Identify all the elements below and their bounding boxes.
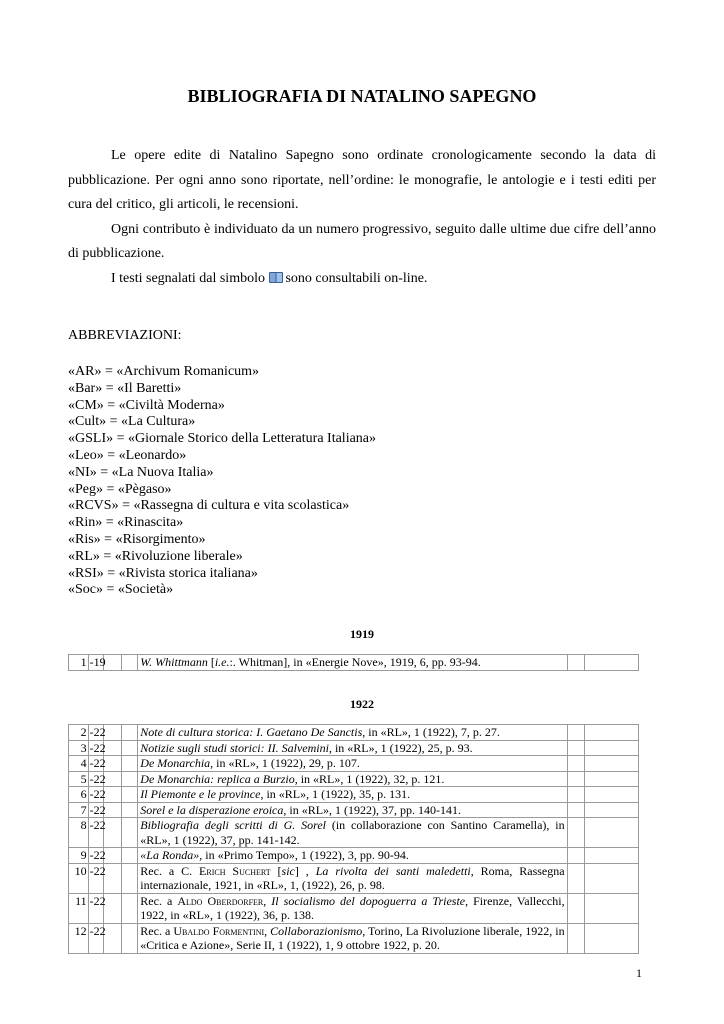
entry-citation xyxy=(138,756,567,772)
citation-fragment: De Monarchia: replica a Burzio xyxy=(140,771,295,786)
entry-number: 11 xyxy=(69,893,89,923)
bibliography-entry xyxy=(69,756,639,772)
empty-cell xyxy=(585,725,639,741)
entry-citation xyxy=(138,893,567,923)
abbreviation-item: «Peg» = «Pègaso» xyxy=(68,481,172,497)
entry-number: 3 xyxy=(69,740,89,756)
intro-paragraph-3-end: sono consultabili on-line. xyxy=(285,270,428,286)
empty-cell xyxy=(104,818,122,848)
empty-cell xyxy=(104,655,122,671)
abbreviation-item: «RL» = «Rivoluzione liberale» xyxy=(68,548,243,564)
entry-number: 7 xyxy=(69,802,89,818)
entry-year-suffix: -22 xyxy=(89,771,106,786)
empty-cell xyxy=(585,771,639,787)
citation-fragment: W. Whittmann xyxy=(140,655,208,669)
abbreviation-item: «RSI» = «Rivista storica italiana» xyxy=(68,565,258,581)
bibliography-entry xyxy=(69,848,639,864)
entry-number: 9 xyxy=(69,848,89,864)
citation-fragment: Rec. a xyxy=(140,923,174,938)
entry-year-suffix: -22 xyxy=(89,848,106,862)
entry-number: 12 xyxy=(69,923,89,953)
intro-paragraph-2: Ogni contributo è individuato da un numero progressivo, seguito dalle ultime due cifre dell’anno di pubblicazione. xyxy=(68,221,656,261)
entry-year-suffix: -22 xyxy=(89,756,106,770)
bibliography-entry xyxy=(69,740,639,756)
citation-fragment: Rec. a xyxy=(140,893,178,908)
entry-citation xyxy=(138,848,567,864)
citation-fragment: Collaborazionismo xyxy=(270,923,363,938)
introduction xyxy=(68,144,656,291)
empty-cell xyxy=(567,655,585,671)
empty-cell xyxy=(585,923,639,953)
empty-cell xyxy=(567,802,585,818)
citation-fragment: , in «RL», 1 (1922), 7, p. 27. xyxy=(362,725,500,739)
citation-fragment: :. Whitman], in «Energie Nove», 1919, 6, pp. 93-94. xyxy=(229,655,481,669)
citation-fragment: , Torino, La Rivoluzione liberale, 1922, in «Critica e Azione», Serie II, 1 (1922), 1, 9 ottobre 1922, p. 20. xyxy=(140,923,565,952)
citation-fragment: , xyxy=(264,923,271,938)
entry-year-suffix: -22 xyxy=(88,863,104,893)
empty-cell xyxy=(567,725,585,741)
empty-cell xyxy=(567,818,585,848)
empty-cell xyxy=(104,893,122,923)
intro-paragraph-3 xyxy=(68,267,656,292)
bibliography-entry xyxy=(69,818,639,848)
abbreviation-item: «Leo» = «Leonardo» xyxy=(68,447,187,463)
empty-cell xyxy=(104,848,122,864)
empty-cell xyxy=(121,923,138,953)
abbreviation-item: «AR» = «Archivum Romanicum» xyxy=(68,364,260,379)
entry-year-suffix: -22 xyxy=(89,725,106,739)
empty-cell xyxy=(121,725,138,741)
empty-cell xyxy=(567,848,585,864)
citation-fragment: , Roma, Rassegna internazionale, 1921, in «RL», 1, (1922), 26, p. 98. xyxy=(140,863,565,892)
bibliography-entry xyxy=(69,787,639,803)
empty-cell xyxy=(567,740,585,756)
empty-cell xyxy=(104,725,122,741)
entry-citation xyxy=(138,818,567,848)
empty-cell xyxy=(104,863,122,893)
empty-cell xyxy=(104,756,122,772)
entry-number: 5 xyxy=(69,771,89,787)
empty-cell xyxy=(121,893,138,923)
citation-fragment: Rec. a C. xyxy=(140,863,200,878)
bibliography-entry xyxy=(69,923,639,953)
empty-cell xyxy=(121,756,138,772)
empty-cell xyxy=(585,740,639,756)
bibliography-entry xyxy=(69,863,639,893)
citation-fragment: i.e. xyxy=(214,655,230,669)
entry-year-suffix: -22 xyxy=(89,740,106,755)
citation-fragment: , in «RL», 1 (1922), 29, p. 107. xyxy=(210,756,360,770)
empty-cell xyxy=(567,787,585,803)
entry-number: 2 xyxy=(69,725,89,741)
abbreviation-item: «RCVS» = «Rassegna di cultura e vita scolastica» xyxy=(68,498,350,514)
empty-cell xyxy=(567,771,585,787)
entry-number: 4 xyxy=(69,756,89,772)
empty-cell xyxy=(585,802,639,818)
year-heading: 1919 xyxy=(350,627,374,641)
citation-fragment: Erich Suchert xyxy=(199,863,271,878)
empty-cell xyxy=(585,893,639,923)
intro-paragraph-3-start: I testi segnalati dal simbolo xyxy=(111,270,265,286)
citation-fragment: , Firenze, Vallecchi, 1922, in «RL», 1 (1922), 36, p. 138. xyxy=(140,893,565,922)
empty-cell xyxy=(567,893,585,923)
abbreviations-list xyxy=(68,364,376,599)
empty-cell xyxy=(567,923,585,953)
page-number: 1 xyxy=(636,966,642,980)
empty-cell xyxy=(121,848,138,864)
citation-fragment: Il Piemonte e le province xyxy=(140,787,261,801)
abbreviation-item: «GSLI» = «Giornale Storico della Letteratura Italiana» xyxy=(68,431,377,447)
empty-cell xyxy=(121,802,138,818)
entry-citation xyxy=(138,771,567,787)
empty-cell xyxy=(121,740,138,756)
empty-cell xyxy=(585,756,639,772)
abbreviation-item: «Bar» = «Il Baretti» xyxy=(68,380,182,396)
citation-fragment: , xyxy=(263,893,272,908)
entry-year-suffix: -19 xyxy=(89,655,106,669)
citation-fragment: (in collaborazione con Santino Caramella), in «RL», 1 (1922), 37, pp. 141-142. xyxy=(140,818,565,847)
citation-fragment: , in «RL», 1 (1922), 37, pp. 140-141. xyxy=(283,802,462,817)
empty-cell xyxy=(585,655,639,671)
page-title: BIBLIOGRAFIA DI NATALINO SAPEGNO xyxy=(187,86,537,106)
citation-fragment: [ xyxy=(270,863,282,878)
citation-fragment: , in «Primo Tempo», 1 (1922), 3, pp. 90-94. xyxy=(199,848,409,862)
entry-year-suffix: -22 xyxy=(88,818,104,848)
empty-cell xyxy=(104,923,122,953)
empty-cell xyxy=(567,863,585,893)
entry-citation xyxy=(138,802,567,818)
citation-fragment: , in «RL», 1 (1922), 32, p. 121. xyxy=(294,771,445,786)
bibliography-table-1919 xyxy=(68,654,639,671)
abbreviation-item: «NI» = «La Nuova Italia» xyxy=(68,464,214,480)
citation-fragment: sic xyxy=(281,863,295,878)
empty-cell xyxy=(585,818,639,848)
empty-cell xyxy=(121,655,138,671)
citation-fragment: Il socialismo del dopoguerra a Trieste xyxy=(271,893,466,908)
citation-fragment: La rivolta dei santi maledetti xyxy=(315,863,471,878)
empty-cell xyxy=(104,771,122,787)
empty-cell xyxy=(104,802,122,818)
entry-number: 8 xyxy=(69,818,89,848)
book-icon xyxy=(269,272,283,283)
abbreviation-item: «CM» = «Civiltà Moderna» xyxy=(68,397,225,413)
citation-fragment: Sorel e la disperazione eroica xyxy=(140,802,284,817)
citation-fragment: Ubaldo Formentini xyxy=(173,923,265,938)
citation-fragment: Aldo Oberdorfer xyxy=(177,893,264,908)
entry-year-suffix: -22 xyxy=(89,802,106,817)
empty-cell xyxy=(585,863,639,893)
bibliography-entry xyxy=(69,655,639,671)
empty-cell xyxy=(104,787,122,803)
citation-fragment: De Monarchia xyxy=(140,756,211,770)
entry-citation xyxy=(138,725,567,741)
abbreviations-heading: ABBREVIAZIONI: xyxy=(68,328,182,343)
entry-number: 1 xyxy=(69,655,89,671)
bibliography-entry xyxy=(69,893,639,923)
empty-cell xyxy=(104,740,122,756)
entry-number: 6 xyxy=(69,787,89,803)
empty-cell xyxy=(121,818,138,848)
empty-cell xyxy=(121,863,138,893)
abbreviation-item: «Cult» = «La Cultura» xyxy=(68,414,196,430)
entry-citation xyxy=(138,923,567,953)
bibliography-table-1922 xyxy=(68,724,639,954)
citation-fragment: Notizie sugli studi storici: II. Salvemini xyxy=(140,740,329,755)
citation-fragment: , in «RL», 1 (1922), 25, p. 93. xyxy=(328,740,473,755)
entry-year-suffix: -22 xyxy=(88,923,104,953)
empty-cell xyxy=(567,756,585,772)
empty-cell xyxy=(585,787,639,803)
entry-citation xyxy=(138,655,567,671)
entry-citation xyxy=(138,740,567,756)
empty-cell xyxy=(585,848,639,864)
year-heading: 1922 xyxy=(350,697,374,711)
abbreviation-item: «Soc» = «Società» xyxy=(68,582,174,598)
entry-year-suffix: -22 xyxy=(88,893,104,923)
bibliography-entry xyxy=(69,771,639,787)
entry-number: 10 xyxy=(69,863,89,893)
citation-fragment: Bibliografia degli scritti di G. Sorel xyxy=(140,818,326,832)
entry-citation xyxy=(138,863,567,893)
empty-cell xyxy=(121,787,138,803)
entry-citation xyxy=(138,787,567,803)
citation-fragment: [ xyxy=(207,655,215,669)
entry-year-suffix: -22 xyxy=(89,787,106,801)
empty-cell xyxy=(121,771,138,787)
citation-fragment: , in «RL», 1 (1922), 35, p. 131. xyxy=(260,787,411,801)
intro-paragraph-1: Le opere edite di Natalino Sapegno sono ordinate cronologicamente secondo la data di pubblicazione. Per ogni anno sono riportate, nell’ordine: le monografie, le antologie e i testi editi per cura del critico, gli articoli, le recensioni. xyxy=(68,148,656,212)
bibliography-entry xyxy=(69,802,639,818)
abbreviation-item: «Ris» = «Risorgimento» xyxy=(68,531,206,547)
bibliography-entry xyxy=(69,725,639,741)
citation-fragment: «La Ronda» xyxy=(140,848,200,862)
citation-fragment: Note di cultura storica: I. Gaetano De Sanctis xyxy=(140,725,363,739)
abbreviation-item: «Rin» = «Rinascita» xyxy=(68,515,184,531)
citation-fragment: ] , xyxy=(294,863,316,878)
